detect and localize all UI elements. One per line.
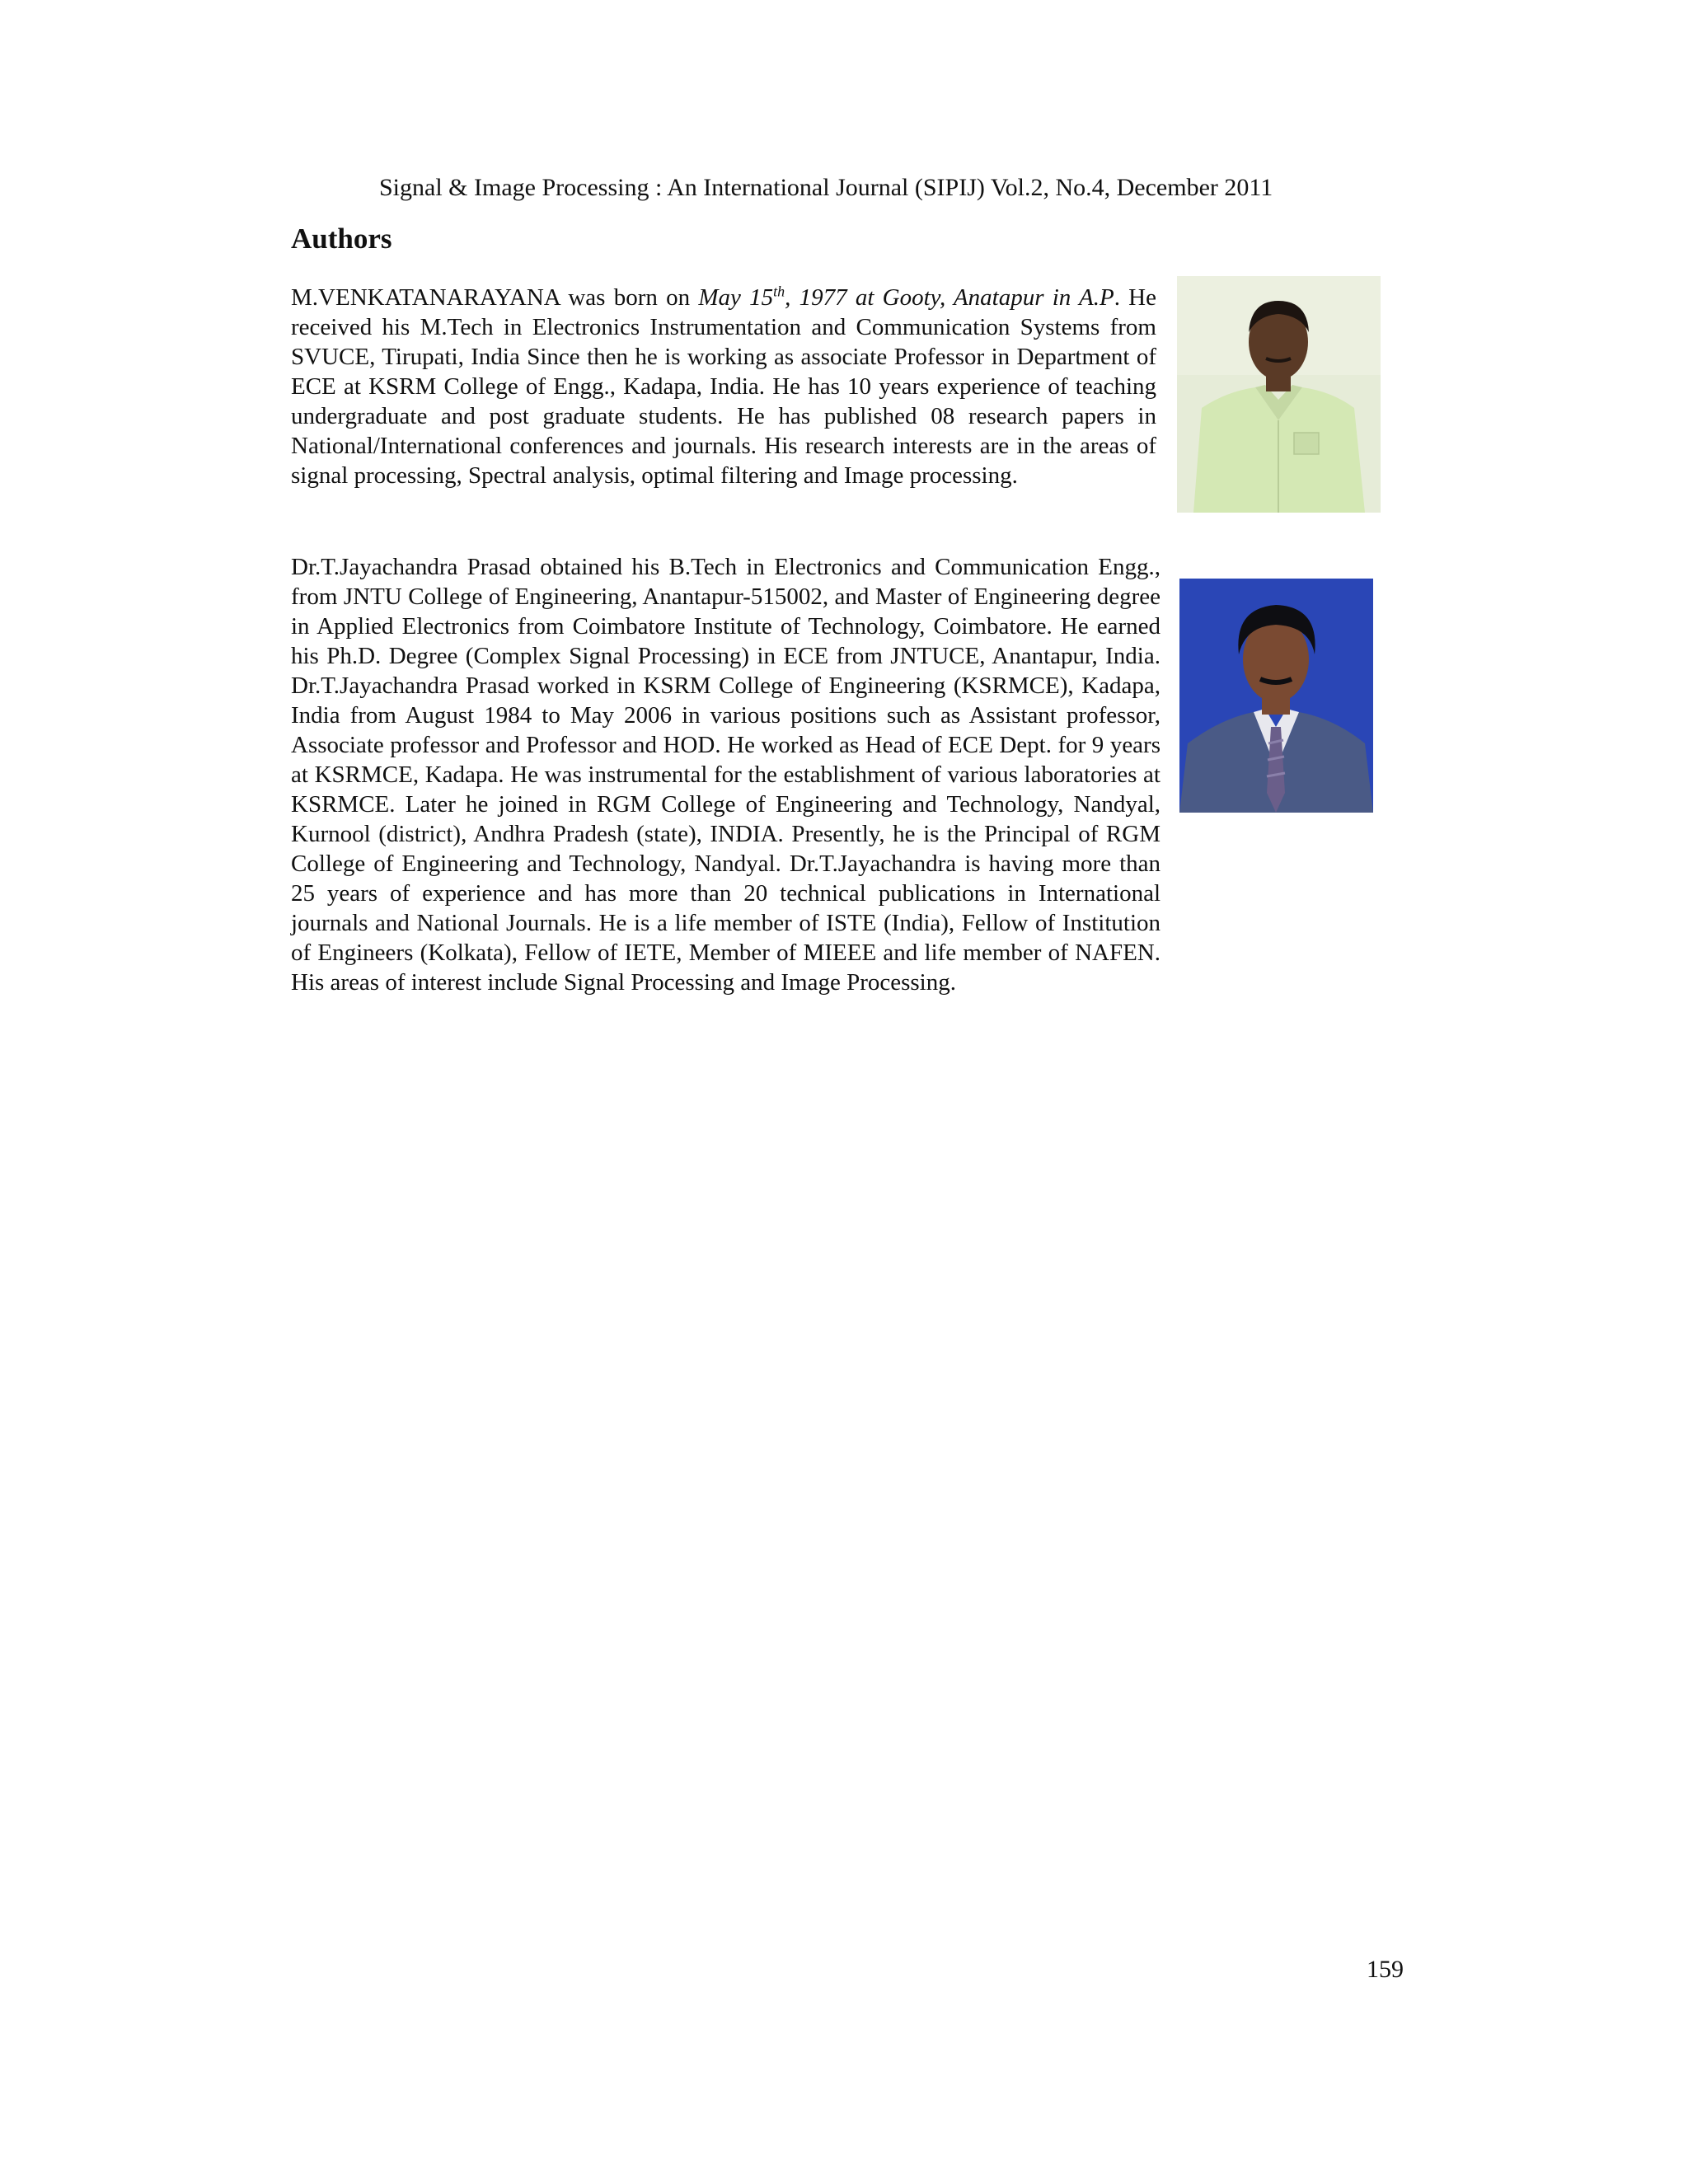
author-name: M.VENKATANARAYANA: [291, 284, 560, 311]
author-bio-venkatanarayana: [291, 283, 1156, 490]
birth-date: May 15th, 1977 at Gooty, Anatapur in A.P: [698, 283, 1114, 311]
bio-text: . He received his M.Tech in Electronics Instrumentation and Communication Systems from SVUCE, Tirupati, India Since then he is working as associate Professor in Department of ECE at KSRM College of Engg., Kadapa, India. He has 10 years experience of teaching undergraduate and post graduate students. He has published 08 research papers in National/International conferences and journals. His research interests are in the areas of signal processing, Spectral analysis, optimal filtering and Image processing.: [291, 284, 1156, 489]
section-heading: Authors: [291, 223, 392, 255]
running-header: Signal & Image Processing : An International Journal (SIPIJ) Vol.2, No.4, December 2011: [379, 174, 1273, 201]
author-photo-venkatanarayana: [1177, 276, 1381, 513]
author-bio-jayachandra-prasad: Dr.T.Jayachandra Prasad obtained his B.Tech in Electronics and Communication Engg., from JNTU College of Engineering, Anantapur-515002, and Master of Engineering degree in Applied Electronics from Coimbatore Institute of Technology, Coimbatore. He earned his Ph.D. Degree (Complex Signal Processing) in ECE from JNTUCE, Anantapur, India. Dr.T.Jayachandra Prasad worked in KSRM College of Engineering (KSRMCE), Kadapa, India from August 1984 to May 2006 in various positions such as Assistant professor, Associate professor and Professor and HOD. He worked as Head of ECE Dept. for 9 years at KSRMCE, Kadapa. He was instrumental for the establishment of various laboratories at KSRMCE. Later he joined in RGM College of Engineering and Technology, Nandyal, Kurnool (district), Andhra Pradesh (state), INDIA. Presently, he is the Principal of RGM College of Engineering and Technology, Nandyal. Dr.T.Jayachandra is having more than 25 years of experience and has more than 20 technical publications in International journals and National Journals. He is a life member of ISTE (India), Fellow of Institution of Engineers (Kolkata), Fellow of IETE, Member of MIEEE and life member of NAFEN. His areas of interest include Signal Processing and Image Processing.: [291, 554, 1160, 996]
author-photo-jayachandra-prasad: [1179, 579, 1373, 813]
ordinal-suffix: th: [773, 283, 785, 300]
bio-text: was born on: [560, 284, 699, 311]
page-number: 159: [1367, 1956, 1404, 1983]
